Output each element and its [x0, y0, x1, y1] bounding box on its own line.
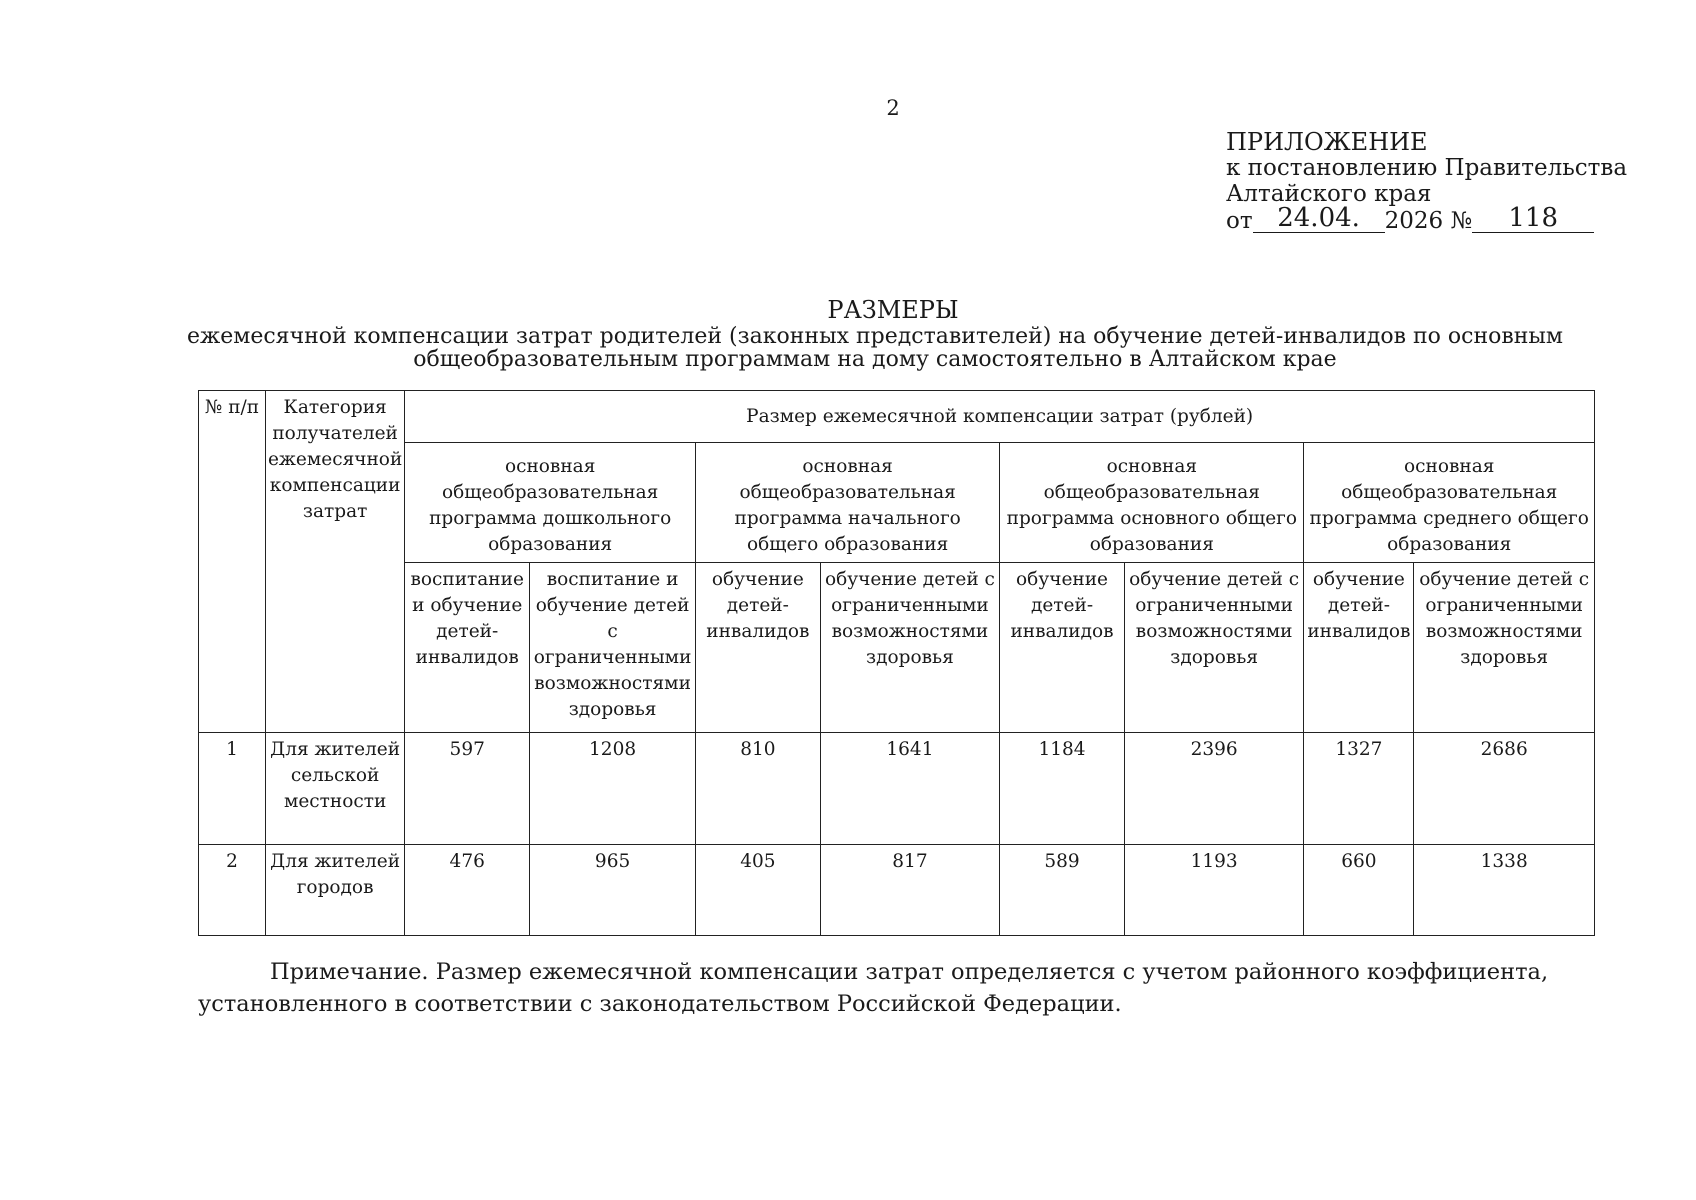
- date-prefix: от: [1226, 208, 1253, 234]
- subheader-cell: обучение детей с ограниченными возможностями здоровья: [1124, 563, 1304, 733]
- page-number: 2: [886, 96, 900, 120]
- subheader-cell: обучение детей с ограниченными возможностями здоровья: [820, 563, 1000, 733]
- row-category: Для жителей городов: [265, 845, 404, 936]
- appendix-line-2: Алтайского края: [1226, 181, 1432, 207]
- value-cell: 405: [696, 845, 821, 936]
- value-cell: 1208: [530, 733, 696, 845]
- program-header: основная общеобразовательная программа основного общего образования: [1000, 443, 1304, 563]
- value-cell: 597: [405, 733, 530, 845]
- compensation-table: [198, 390, 1595, 936]
- document-title: РАЗМЕРЫ: [827, 296, 959, 324]
- number-blank: [1472, 203, 1594, 233]
- value-cell: 476: [405, 845, 530, 936]
- value-cell: 2686: [1414, 733, 1595, 845]
- subheader-cell: обучение детей-инвалидов: [1304, 563, 1414, 733]
- subheader-cell: воспитание и обучение детей с ограниченными возможностями здоровья: [530, 563, 696, 733]
- value-cell: 1338: [1414, 845, 1595, 936]
- col-header-size: Размер ежемесячной компенсации затрат (рублей): [405, 391, 1595, 443]
- appendix-heading: ПРИЛОЖЕНИЕ: [1226, 128, 1428, 156]
- table-row: [199, 845, 1595, 936]
- value-cell: 589: [1000, 845, 1125, 936]
- value-cell: 1184: [1000, 733, 1125, 845]
- note-block: [198, 956, 1618, 1020]
- date-blank: [1253, 203, 1385, 233]
- subheader-cell: обучение детей-инвалидов: [696, 563, 821, 733]
- number-prefix: №: [1450, 208, 1473, 234]
- col-header-category: Категория получателей ежемесячной компенсации затрат: [265, 391, 404, 733]
- note-line-2: установленного в соответствии с законодательством Российской Федерации.: [198, 991, 1122, 1017]
- value-cell: 810: [696, 733, 821, 845]
- document-subtitle: ежемесячной компенсации затрат родителей (законных представителей) на обучение детей-инвалидов по основным общеобразовательным программам на дому самостоятельно в Алтайском крае: [186, 324, 1564, 372]
- appendix-block: [1226, 130, 1627, 234]
- subheader-cell: обучение детей с ограниченными возможностями здоровья: [1414, 563, 1595, 733]
- appendix-date-line: [1226, 203, 1627, 234]
- row-num: 1: [199, 733, 266, 845]
- year-label: 2026: [1384, 208, 1444, 234]
- program-header: основная общеобразовательная программа дошкольного образования: [405, 443, 696, 563]
- subheader-cell: воспитание и обучение детей-инвалидов: [405, 563, 530, 733]
- program-header: основная общеобразовательная программа среднего общего образования: [1304, 443, 1595, 563]
- col-header-num: № п/п: [199, 391, 266, 733]
- date-value: 24.04.: [1277, 203, 1360, 233]
- program-header: основная общеобразовательная программа начального общего образования: [696, 443, 1000, 563]
- appendix-line-1: к постановлению Правительства: [1226, 155, 1628, 181]
- subheader-cell: обучение детей-инвалидов: [1000, 563, 1125, 733]
- value-cell: 817: [820, 845, 1000, 936]
- value-cell: 965: [530, 845, 696, 936]
- value-cell: 1193: [1124, 845, 1304, 936]
- value-cell: 2396: [1124, 733, 1304, 845]
- value-cell: 1641: [820, 733, 1000, 845]
- value-cell: 1327: [1304, 733, 1414, 845]
- note-line-1: Примечание. Размер ежемесячной компенсации затрат определяется с учетом районного коэффициента,: [270, 959, 1549, 985]
- row-num: 2: [199, 845, 266, 936]
- table-row: [199, 733, 1595, 845]
- row-category: Для жителей сельской местности: [265, 733, 404, 845]
- number-value: 118: [1508, 203, 1559, 233]
- value-cell: 660: [1304, 845, 1414, 936]
